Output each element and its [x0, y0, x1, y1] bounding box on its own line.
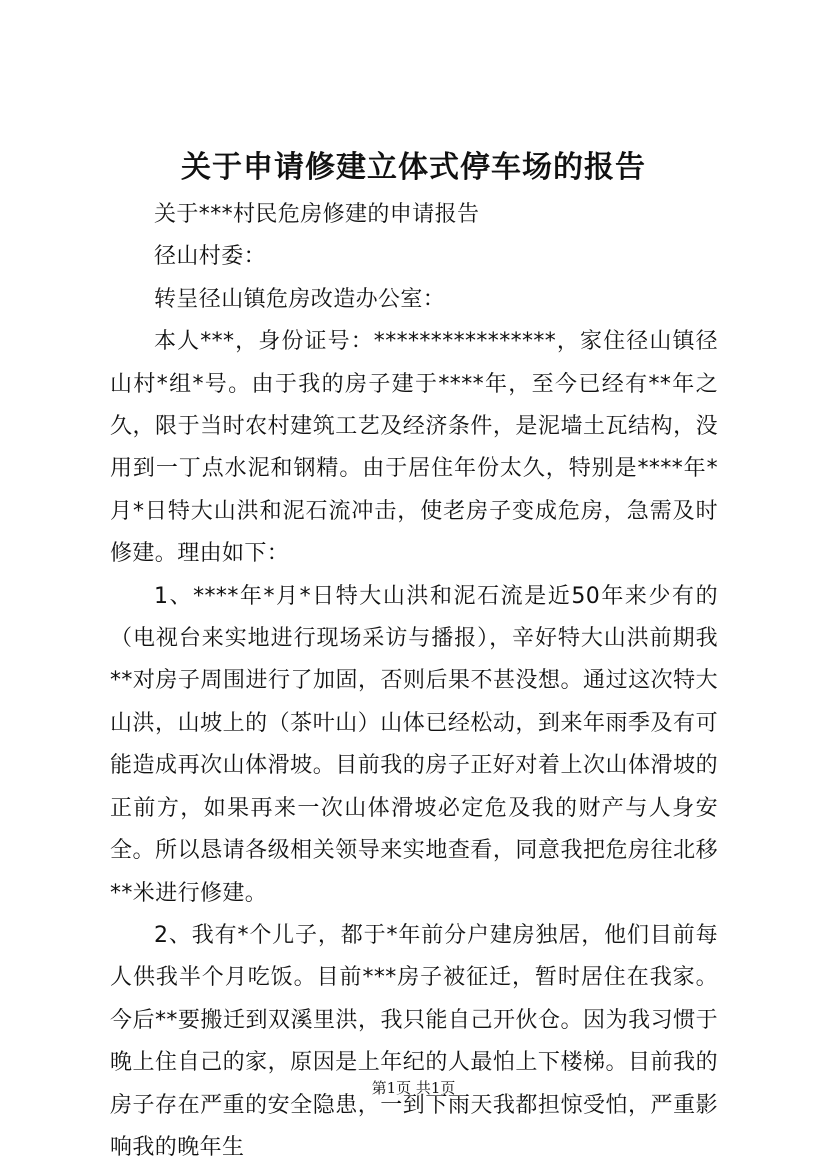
- document-title: 关于申请修建立体式停车场的报告: [181, 150, 646, 185]
- recipient-line: 径山村委：: [154, 244, 267, 270]
- document-body: [110, 194, 718, 1169]
- paragraph-reason-2: 2、我有*个儿子，都于*年前分户建房独居，他们目前每人供我半个月吃饭。目前***房子被征迁，暂时居住在我家。今后**要搬迁到双溪里洪，我只能自己开伙仓。因为我习惯于晚上住自己的家，原因是上年纪的人最怕上下楼梯。目前我的房子存在严重的安全隐患，一到下雨天我都担惊受怕，严重影响我的晚年生: [110, 922, 718, 1160]
- forward-line: 转呈径山镇危房改造办公室：: [154, 286, 446, 312]
- paragraph-intro: 本人***，身份证号：****************，家住径山镇径山村*组*号。由于我的房子建于****年，至今已经有**年之久，限于当时农村建筑工艺及经济条件，是泥墙土瓦结构，没用到一丁点水泥和钢精。由于居住年份太久，特别是****年*月*日特大山洪和泥石流冲击，使老房子变成危房，急需及时修建。理由如下：: [110, 329, 718, 567]
- subject-line: 关于***村民危房修建的申请报告: [154, 202, 480, 227]
- page-number: 第1页 共1页: [371, 1079, 456, 1097]
- paragraph-reason-1: 1、****年*月*日特大山洪和泥石流是近50年来少有的（电视台来实地进行现场采访与播报），辛好特大山洪前期我**对房子周围进行了加固，否则后果不甚没想。通过这次特大山洪，山坡上的（茶叶山）山体已经松动，到来年雨季及有可能造成再次山体滑坡。目前我的房子正好对着上次山体滑坡的正前方，如果再来一次山体滑坡必定危及我的财产与人身安全。所以恳请各级相关领导来实地查看，同意我把危房往北移**米进行修建。: [110, 583, 718, 906]
